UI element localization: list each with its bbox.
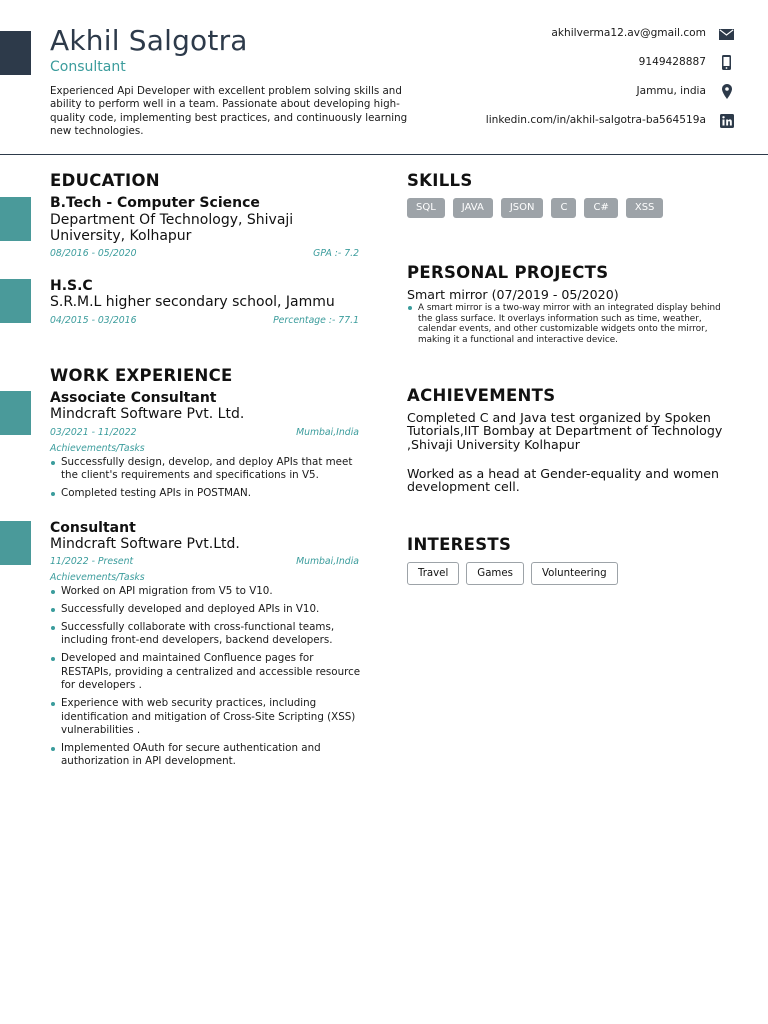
tasks-label: Achievements/Tasks — [50, 443, 145, 454]
task-list — [50, 456, 360, 505]
candidate-name: Akhil Salgotra — [50, 24, 248, 57]
project-description-list — [407, 303, 737, 346]
skill-tag: C# — [584, 198, 617, 218]
tasks-label: Achievements/Tasks — [50, 572, 145, 583]
location-pin-icon — [719, 84, 734, 99]
work-accent-bar — [0, 521, 31, 565]
job-title: Associate Consultant — [50, 390, 217, 406]
achievements-heading: ACHIEVEMENTS — [407, 386, 556, 405]
education-degree: B.Tech - Computer Science — [50, 195, 260, 211]
interests-heading: INTERESTS — [407, 535, 512, 554]
interest-tag: Volunteering — [531, 562, 618, 585]
task-item: Developed and maintained Confluence pages for RESTAPIs, providing a centralized and accessible resource for developers . — [50, 652, 362, 692]
education-score: Percentage :- 77.1 — [273, 315, 359, 326]
header-divider — [0, 154, 768, 155]
skill-tag: JAVA — [453, 198, 493, 218]
contact-location: Jammu, india — [636, 85, 706, 97]
job-location: Mumbai,India — [296, 556, 359, 567]
candidate-role: Consultant — [50, 59, 126, 75]
envelope-icon — [719, 27, 734, 42]
work-experience-heading: WORK EXPERIENCE — [50, 366, 233, 385]
skill-tag: SQL — [407, 198, 445, 218]
education-dates: 04/2015 - 03/2016 — [50, 315, 137, 326]
skills-list — [407, 198, 663, 218]
education-score: GPA :- 7.2 — [313, 248, 359, 259]
job-location: Mumbai,India — [296, 427, 359, 438]
task-item: Experience with web security practices, including identification and mitigation of Cross-Site Scripting (XSS) vulnerabilities . — [50, 697, 362, 737]
skill-tag: XSS — [626, 198, 664, 218]
project-description: A smart mirror is a two-way mirror with an integrated display behind the glass surface. It overlays information such as time, weather, calendar events, and other customizable widgets onto the mirror, making it a functional and interactive device. — [407, 303, 737, 346]
education-degree: H.S.C — [50, 278, 93, 294]
task-item: Successfully collaborate with cross-functional teams, including front-end developers, backend developers. — [50, 621, 362, 648]
achievement-item: Completed C and Java test organized by Spoken Tutorials,IIT Bombay at Department of Technology ,Shivaji University Kolhapur — [407, 410, 723, 452]
education-dates: 08/2016 - 05/2020 — [50, 248, 137, 259]
skill-tag: C — [551, 198, 576, 218]
projects-heading: PERSONAL PROJECTS — [407, 263, 609, 282]
skill-tag: JSON — [501, 198, 544, 218]
interests-list — [407, 562, 618, 585]
education-accent-bar — [0, 279, 31, 323]
job-company: Mindcraft Software Pvt.Ltd. — [50, 536, 240, 552]
linkedin-icon — [719, 113, 734, 128]
task-item: Worked on API migration from V5 to V10. — [50, 585, 362, 598]
education-heading: EDUCATION — [50, 171, 160, 190]
education-institution: Department Of Technology, Shivaji University, Kolhapur — [50, 212, 294, 244]
job-dates: 03/2021 - 11/2022 — [50, 427, 137, 438]
mobile-phone-icon — [719, 55, 734, 70]
task-list — [50, 585, 362, 773]
job-dates: 11/2022 - Present — [50, 556, 134, 567]
task-item: Successfully developed and deployed APIs in V10. — [50, 603, 362, 616]
contact-linkedin[interactable]: linkedin.com/in/akhil-salgotra-ba564519a — [485, 114, 706, 126]
job-company: Mindcraft Software Pvt. Ltd. — [50, 406, 245, 422]
interest-tag: Travel — [407, 562, 459, 585]
header-accent-bar — [0, 31, 31, 75]
interest-tag: Games — [466, 562, 524, 585]
task-item: Completed testing APIs in POSTMAN. — [50, 487, 360, 500]
job-title: Consultant — [50, 520, 136, 536]
profile-summary: Experienced Api Developer with excellent problem solving skills and ability to perform well in a team. Passionate about developing high-quality code, implementing best practices, and continuously learning new technologies. — [50, 85, 408, 138]
task-item: Successfully design, develop, and deploy APIs that meet the client's requirements and specifications in V5. — [50, 456, 360, 483]
education-accent-bar — [0, 197, 31, 241]
contact-phone[interactable]: 9149428887 — [638, 56, 706, 68]
work-accent-bar — [0, 391, 31, 435]
contact-email[interactable]: akhilverma12.av@gmail.com — [551, 27, 706, 39]
task-item: Implemented OAuth for secure authentication and authorization in API development. — [50, 742, 362, 769]
project-title: Smart mirror (07/2019 - 05/2020) — [407, 287, 619, 302]
education-institution: S.R.M.L higher secondary school, Jammu — [50, 294, 335, 310]
skills-heading: SKILLS — [407, 171, 473, 190]
achievement-item: Worked as a head at Gender-equality and women development cell. — [407, 466, 719, 495]
